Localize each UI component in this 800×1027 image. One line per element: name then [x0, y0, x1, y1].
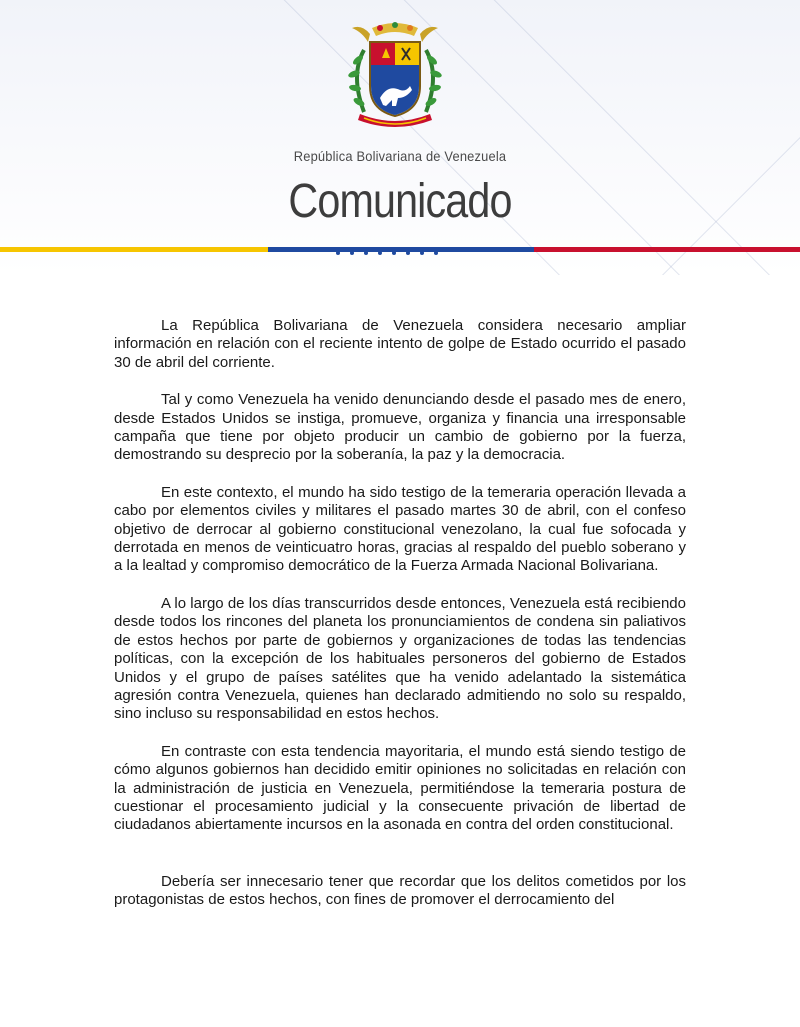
- paragraph: A lo largo de los días transcurridos desde entonces, Venezuela está recibiendo desde todos los rincones del planeta los pronunciamientos de condena sin paliativos de estos hechos por parte de gobiernos y organizaciones de todas las tendencias políticas, con la excepción de los habituales personeros del gobierno de Estados Unidos y el grupo de países satélites que ha venido adelantado la sistemática agresión contra Venezuela, quienes han declarado admitiendo no solo su respaldo, sino incluso su responsabilidad en estos hechos.: [114, 594, 686, 723]
- government-name: República Bolivariana de Venezuela: [293, 148, 507, 164]
- coat-of-arms-icon: [340, 20, 450, 132]
- paragraph: La República Bolivariana de Venezuela considera necesario ampliar información en relación con el reciente intento de golpe de Estado ocurrido el pasado 30 de abril del corriente.: [114, 317, 686, 371]
- star-icon: [420, 251, 424, 255]
- star-icon: [378, 251, 382, 255]
- flag-stars: [336, 251, 438, 255]
- star-icon: [350, 251, 354, 255]
- paragraph: Tal y como Venezuela ha venido denunciando desde el pasado mes de enero, desde Estados Unidos se instiga, promueve, organiza y financia una irresponsable campaña que tiene por objeto producir un cambio de gobierno por la fuerza, demostrando su desprecio por la soberanía, la paz y la democracia.: [114, 391, 686, 464]
- star-icon: [364, 251, 368, 255]
- page-title: Comunicado: [288, 175, 512, 228]
- star-icon: [392, 251, 396, 255]
- flag-yellow-segment: [0, 247, 268, 252]
- paragraph: Debería ser innecesario tener que recordar que los delitos cometidos por los protagonistas de estos hechos, con fines de promover el derrocamiento del: [114, 872, 686, 909]
- star-icon: [434, 251, 438, 255]
- paragraph: En contraste con esta tendencia mayoritaria, el mundo está siendo testigo de cómo algunos gobiernos han decidido emitir opiniones no solicitadas en relación con la administración de justicia en Venezuela, permitiéndose la temeraria postura de cuestionar el procesamiento judicial y la consecuente privación de libertad de ciudadanos abiertamente incursos en la asonada en contra del orden constitucional.: [114, 742, 686, 834]
- paragraph: En este contexto, el mundo ha sido testigo de la temeraria operación llevada a cabo por elementos civiles y militares el pasado martes 30 de abril, con el confeso objetivo de derrocar al gobierno constitucional venezolano, la cual fue sofocada y derrotada en menos de veinticuatro horas, gracias al respaldo del pueblo soberano y a la lealtad y compromiso democrático de la Fuerza Armada Nacional Bolivariana.: [114, 483, 686, 575]
- flag-red-segment: [534, 247, 800, 252]
- communique-body: [114, 317, 686, 929]
- star-icon: [336, 251, 340, 255]
- star-icon: [406, 251, 410, 255]
